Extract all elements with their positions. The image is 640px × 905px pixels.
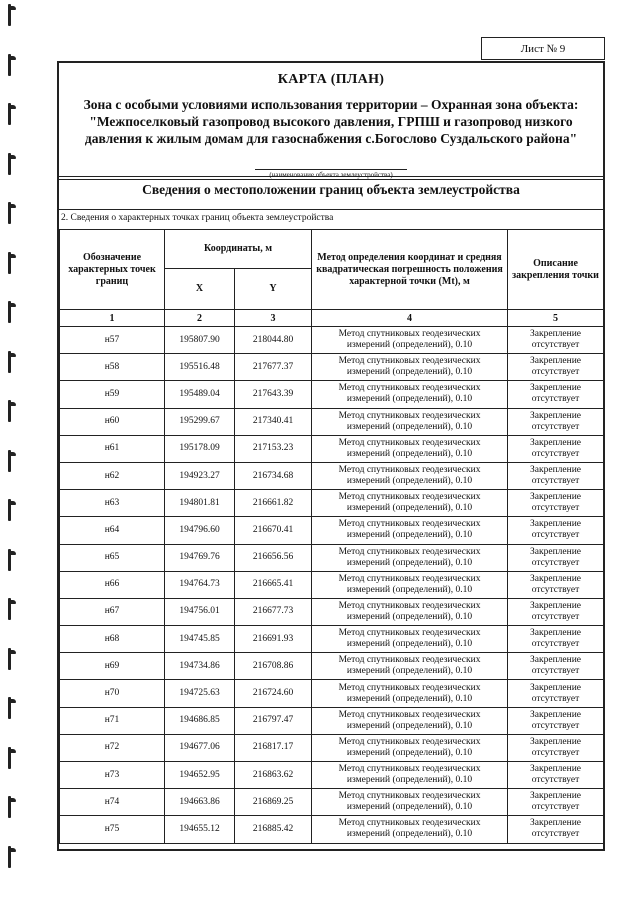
binding-ring xyxy=(6,301,16,323)
description-cell xyxy=(508,517,604,544)
description-cell xyxy=(508,762,604,789)
column-number-2: 2 xyxy=(165,310,235,327)
x-coordinate-cell: 194769.76 xyxy=(165,544,235,571)
binding-ring xyxy=(6,697,16,719)
binding-ring xyxy=(6,499,16,521)
point-cell: н75 xyxy=(60,816,165,843)
description-line-2: отсутствует xyxy=(531,530,580,541)
table-row xyxy=(60,517,604,544)
table-row xyxy=(60,680,604,707)
description-line-1: Закрепление xyxy=(530,709,581,720)
description-cell xyxy=(508,789,604,816)
method-line-2: измерений (определений), 0.10 xyxy=(346,802,473,813)
column-number-1: 1 xyxy=(60,310,165,327)
table-row xyxy=(60,408,604,435)
y-coordinate-cell: 216863.62 xyxy=(235,762,312,789)
method-line-2: измерений (определений), 0.10 xyxy=(346,584,473,595)
table-row xyxy=(60,653,604,680)
method-line-2: измерений (определений), 0.10 xyxy=(346,421,473,432)
description-line-1: Закрепление xyxy=(530,682,581,693)
method-line-2: измерений (определений), 0.10 xyxy=(346,476,473,487)
method-cell xyxy=(312,680,508,707)
method-line-2: измерений (определений), 0.10 xyxy=(346,530,473,541)
y-coordinate-cell: 217677.37 xyxy=(235,354,312,381)
method-cell xyxy=(312,653,508,680)
table-row xyxy=(60,626,604,653)
point-cell: н58 xyxy=(60,354,165,381)
method-line-1: Метод спутниковых геодезических xyxy=(338,573,481,584)
binding-ring xyxy=(6,54,16,76)
table-row xyxy=(60,571,604,598)
method-line-2: измерений (определений), 0.10 xyxy=(346,340,473,351)
binding-ring xyxy=(6,400,16,422)
description-cell xyxy=(508,816,604,843)
description-cell xyxy=(508,626,604,653)
table-row xyxy=(60,544,604,571)
description-line-2: отсутствует xyxy=(531,503,580,514)
table-row xyxy=(60,435,604,462)
point-cell: н67 xyxy=(60,598,165,625)
description-line-2: отсутствует xyxy=(531,829,580,840)
spiral-binding xyxy=(6,0,18,905)
method-line-2: измерений (определений), 0.10 xyxy=(346,720,473,731)
description-line-1: Закрепление xyxy=(530,492,581,503)
binding-ring xyxy=(6,598,16,620)
x-coordinate-cell: 194686.85 xyxy=(165,707,235,734)
x-coordinate-cell: 194796.60 xyxy=(165,517,235,544)
point-cell: н59 xyxy=(60,381,165,408)
description-line-1: Закрепление xyxy=(530,736,581,747)
point-cell: н70 xyxy=(60,680,165,707)
point-cell: н63 xyxy=(60,490,165,517)
header-x: X xyxy=(165,269,235,310)
binding-ring xyxy=(6,252,16,274)
binding-ring xyxy=(6,846,16,868)
description-line-2: отсутствует xyxy=(531,557,580,568)
y-coordinate-cell: 216691.93 xyxy=(235,626,312,653)
description-cell xyxy=(508,571,604,598)
y-coordinate-cell: 216665.41 xyxy=(235,571,312,598)
description-line-2: отсутствует xyxy=(531,421,580,432)
method-line-1: Метод спутниковых геодезических xyxy=(338,410,481,421)
description-line-2: отсутствует xyxy=(531,747,580,758)
y-coordinate-cell: 216797.47 xyxy=(235,707,312,734)
method-cell xyxy=(312,762,508,789)
method-line-1: Метод спутниковых геодезических xyxy=(338,628,481,639)
y-coordinate-cell: 217643.39 xyxy=(235,381,312,408)
binding-ring xyxy=(6,747,16,769)
sheet-number-label: Лист № 9 xyxy=(481,37,605,60)
subsection-title: 2. Сведения о характерных точках границ объекта землеустройства xyxy=(61,213,334,223)
method-cell xyxy=(312,734,508,761)
description-cell xyxy=(508,734,604,761)
description-cell xyxy=(508,408,604,435)
description-line-2: отсутствует xyxy=(531,340,580,351)
method-line-1: Метод спутниковых геодезических xyxy=(338,383,481,394)
description-line-2: отсутствует xyxy=(531,720,580,731)
description-line-1: Закрепление xyxy=(530,329,581,340)
description-line-1: Закрепление xyxy=(530,573,581,584)
description-cell xyxy=(508,435,604,462)
table-row xyxy=(60,490,604,517)
y-coordinate-cell: 216724.60 xyxy=(235,680,312,707)
point-cell: н66 xyxy=(60,571,165,598)
method-line-2: измерений (определений), 0.10 xyxy=(346,448,473,459)
point-cell: н57 xyxy=(60,327,165,354)
binding-ring xyxy=(6,351,16,373)
y-coordinate-cell: 216885.42 xyxy=(235,816,312,843)
points-table xyxy=(59,229,604,844)
point-cell: н62 xyxy=(60,462,165,489)
method-line-2: измерений (определений), 0.10 xyxy=(346,666,473,677)
x-coordinate-cell: 194677.06 xyxy=(165,734,235,761)
y-coordinate-cell: 216656.56 xyxy=(235,544,312,571)
point-cell: н69 xyxy=(60,653,165,680)
header-coordinates: Координаты, м xyxy=(165,230,312,269)
method-cell xyxy=(312,544,508,571)
method-line-1: Метод спутниковых геодезических xyxy=(338,791,481,802)
method-line-1: Метод спутниковых геодезических xyxy=(338,546,481,557)
x-coordinate-cell: 195807.90 xyxy=(165,327,235,354)
x-coordinate-cell: 194801.81 xyxy=(165,490,235,517)
description-line-1: Закрепление xyxy=(530,764,581,775)
description-line-2: отсутствует xyxy=(531,693,580,704)
method-cell xyxy=(312,626,508,653)
description-line-2: отсутствует xyxy=(531,448,580,459)
y-coordinate-cell: 216817.17 xyxy=(235,734,312,761)
method-cell xyxy=(312,707,508,734)
table-row xyxy=(60,462,604,489)
x-coordinate-cell: 195178.09 xyxy=(165,435,235,462)
description-cell xyxy=(508,680,604,707)
method-cell xyxy=(312,435,508,462)
x-coordinate-cell: 194734.86 xyxy=(165,653,235,680)
x-coordinate-cell: 195489.04 xyxy=(165,381,235,408)
description-line-1: Закрепление xyxy=(530,410,581,421)
table-row xyxy=(60,762,604,789)
map-title: КАРТА (ПЛАН) xyxy=(277,72,385,87)
table-row xyxy=(60,354,604,381)
description-cell xyxy=(508,598,604,625)
point-cell: н65 xyxy=(60,544,165,571)
point-cell: н72 xyxy=(60,734,165,761)
table-row xyxy=(60,598,604,625)
description-line-2: отсутствует xyxy=(531,802,580,813)
zone-name: Зона с особыми условиями использования территории – Охранная зона объекта: "Межпоселковый газопровод высокого давления, ГРПШ и газопровод низкого давления к жилым домам для газоснабжения с.Богослово Суздальского района" xyxy=(83,97,579,146)
binding-ring xyxy=(6,153,16,175)
description-cell xyxy=(508,653,604,680)
header-designation: Обозначение характерных точек границ xyxy=(60,230,165,310)
divider-upper xyxy=(59,176,603,177)
binding-ring xyxy=(6,103,16,125)
method-cell xyxy=(312,408,508,435)
method-line-1: Метод спутниковых геодезических xyxy=(338,764,481,775)
y-coordinate-cell: 216661.82 xyxy=(235,490,312,517)
x-coordinate-cell: 194725.63 xyxy=(165,680,235,707)
method-line-2: измерений (определений), 0.10 xyxy=(346,394,473,405)
column-number-4: 4 xyxy=(312,310,508,327)
point-cell: н68 xyxy=(60,626,165,653)
description-line-2: отсутствует xyxy=(531,367,580,378)
method-cell xyxy=(312,789,508,816)
description-line-2: отсутствует xyxy=(531,775,580,786)
table-row xyxy=(60,789,604,816)
description-cell xyxy=(508,462,604,489)
point-cell: н61 xyxy=(60,435,165,462)
binding-ring xyxy=(6,549,16,571)
x-coordinate-cell: 194764.73 xyxy=(165,571,235,598)
description-line-1: Закрепление xyxy=(530,818,581,829)
object-caption: (наименование объекта землеустройства) xyxy=(255,169,406,180)
method-line-1: Метод спутниковых геодезических xyxy=(338,465,481,476)
method-cell xyxy=(312,354,508,381)
description-line-2: отсутствует xyxy=(531,639,580,650)
method-cell xyxy=(312,490,508,517)
description-line-1: Закрепление xyxy=(530,600,581,611)
table-row xyxy=(60,707,604,734)
method-line-1: Метод спутниковых геодезических xyxy=(338,492,481,503)
description-line-2: отсутствует xyxy=(531,584,580,595)
binding-ring xyxy=(6,202,16,224)
method-cell xyxy=(312,816,508,843)
y-coordinate-cell: 216734.68 xyxy=(235,462,312,489)
table-row xyxy=(60,816,604,843)
method-line-2: измерений (определений), 0.10 xyxy=(346,611,473,622)
point-cell: н73 xyxy=(60,762,165,789)
binding-ring xyxy=(6,648,16,670)
x-coordinate-cell: 195299.67 xyxy=(165,408,235,435)
method-cell xyxy=(312,462,508,489)
method-line-1: Метод спутниковых геодезических xyxy=(338,437,481,448)
point-cell: н64 xyxy=(60,517,165,544)
column-number-3: 3 xyxy=(235,310,312,327)
point-cell: н74 xyxy=(60,789,165,816)
description-line-2: отсутствует xyxy=(531,394,580,405)
method-cell xyxy=(312,598,508,625)
method-line-2: измерений (определений), 0.10 xyxy=(346,747,473,758)
point-cell: н60 xyxy=(60,408,165,435)
binding-ring xyxy=(6,796,16,818)
description-line-1: Закрепление xyxy=(530,383,581,394)
method-line-2: измерений (определений), 0.10 xyxy=(346,693,473,704)
y-coordinate-cell: 218044.80 xyxy=(235,327,312,354)
method-cell xyxy=(312,571,508,598)
y-coordinate-cell: 217153.23 xyxy=(235,435,312,462)
method-line-2: измерений (определений), 0.10 xyxy=(346,557,473,568)
method-cell xyxy=(312,517,508,544)
method-line-2: измерений (определений), 0.10 xyxy=(346,367,473,378)
y-coordinate-cell: 217340.41 xyxy=(235,408,312,435)
description-line-1: Закрепление xyxy=(530,546,581,557)
method-line-1: Метод спутниковых геодезических xyxy=(338,818,481,829)
description-cell xyxy=(508,381,604,408)
method-line-1: Метод спутниковых геодезических xyxy=(338,709,481,720)
x-coordinate-cell: 194923.27 xyxy=(165,462,235,489)
method-line-1: Метод спутниковых геодезических xyxy=(338,519,481,530)
description-cell xyxy=(508,707,604,734)
point-cell: н71 xyxy=(60,707,165,734)
x-coordinate-cell: 194655.12 xyxy=(165,816,235,843)
method-line-1: Метод спутниковых геодезических xyxy=(338,356,481,367)
method-line-1: Метод спутниковых геодезических xyxy=(338,655,481,666)
table-row xyxy=(60,327,604,354)
method-line-2: измерений (определений), 0.10 xyxy=(346,775,473,786)
method-line-2: измерений (определений), 0.10 xyxy=(346,639,473,650)
description-line-1: Закрепление xyxy=(530,437,581,448)
description-cell xyxy=(508,354,604,381)
section-title: Сведения о местоположении границ объекта землеустройства xyxy=(142,182,520,197)
y-coordinate-cell: 216677.73 xyxy=(235,598,312,625)
description-line-2: отсутствует xyxy=(531,666,580,677)
description-cell xyxy=(508,544,604,571)
description-line-1: Закрепление xyxy=(530,356,581,367)
y-coordinate-cell: 216869.25 xyxy=(235,789,312,816)
description-line-2: отсутствует xyxy=(531,611,580,622)
description-cell xyxy=(508,327,604,354)
description-line-1: Закрепление xyxy=(530,628,581,639)
divider-lower xyxy=(59,209,603,210)
method-line-1: Метод спутниковых геодезических xyxy=(338,329,481,340)
x-coordinate-cell: 194663.86 xyxy=(165,789,235,816)
header-method: Метод определения координат и средняя квадратическая погрешность положения характерной точки (Mt), м xyxy=(312,230,508,310)
method-line-1: Метод спутниковых геодезических xyxy=(338,600,481,611)
header-description: Описание закрепления точки xyxy=(508,230,604,310)
title-block xyxy=(59,63,603,178)
header-y: Y xyxy=(235,269,312,310)
y-coordinate-cell: 216708.86 xyxy=(235,653,312,680)
table-row xyxy=(60,381,604,408)
description-line-1: Закрепление xyxy=(530,465,581,476)
description-cell xyxy=(508,490,604,517)
method-line-2: измерений (определений), 0.10 xyxy=(346,829,473,840)
description-line-1: Закрепление xyxy=(530,655,581,666)
description-line-2: отсутствует xyxy=(531,476,580,487)
binding-ring xyxy=(6,4,16,26)
x-coordinate-cell: 194652.95 xyxy=(165,762,235,789)
document-frame xyxy=(57,61,605,851)
x-coordinate-cell: 194756.01 xyxy=(165,598,235,625)
x-coordinate-cell: 195516.48 xyxy=(165,354,235,381)
description-line-1: Закрепление xyxy=(530,791,581,802)
table-row xyxy=(60,734,604,761)
method-line-1: Метод спутниковых геодезических xyxy=(338,736,481,747)
description-line-1: Закрепление xyxy=(530,519,581,530)
x-coordinate-cell: 194745.85 xyxy=(165,626,235,653)
method-cell xyxy=(312,381,508,408)
method-line-2: измерений (определений), 0.10 xyxy=(346,503,473,514)
y-coordinate-cell: 216670.41 xyxy=(235,517,312,544)
method-cell xyxy=(312,327,508,354)
column-number-5: 5 xyxy=(508,310,604,327)
method-line-1: Метод спутниковых геодезических xyxy=(338,682,481,693)
points-table-body xyxy=(60,327,604,844)
binding-ring xyxy=(6,450,16,472)
